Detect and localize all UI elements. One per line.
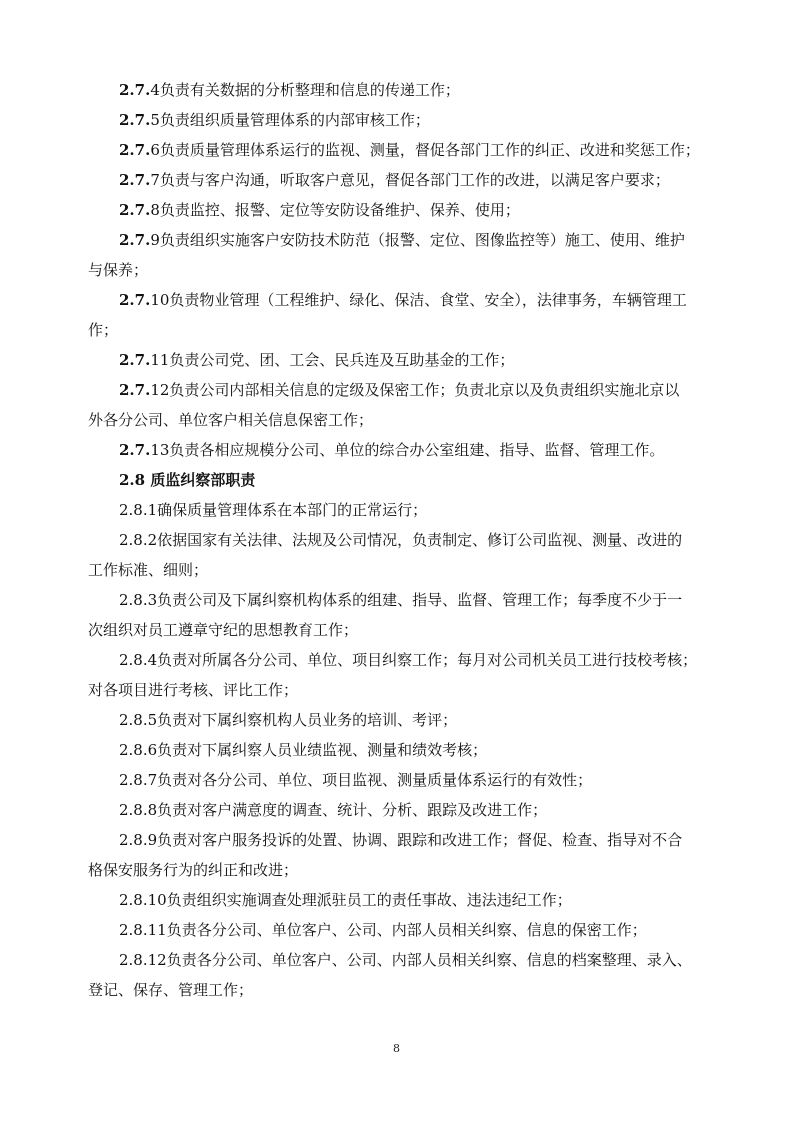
list-item-continuation: 登记、保存、管理工作； xyxy=(88,981,254,999)
list-item xyxy=(119,225,722,255)
item-text: 负责各分公司、单位客户、公司、内部人员相关纠察、信息的档案整理、录入、 xyxy=(166,951,692,969)
item-text: 负责公司党、团、工会、民兵连及互助基金的工作； xyxy=(169,351,515,369)
item-number-tail: 11 xyxy=(150,351,170,369)
item-number: 2.7. xyxy=(119,441,151,459)
list-item xyxy=(119,765,722,795)
list-item-continuation: 作； xyxy=(88,321,119,339)
list-item-continuation: 次组织对员工遵章守纪的思想教育工作； xyxy=(88,621,359,639)
page-body xyxy=(88,75,722,1005)
item-text: 负责对客户满意度的调查、统计、分析、跟踪及改进工作； xyxy=(157,801,548,819)
item-number: 2.8.9 xyxy=(119,831,158,849)
list-item xyxy=(119,885,722,915)
item-number: 2.8.3 xyxy=(119,591,158,609)
item-number: 2.7. xyxy=(119,381,151,399)
list-item xyxy=(119,105,722,135)
item-number: 2.8.7 xyxy=(119,771,158,789)
item-number: 2.7. xyxy=(119,111,151,129)
list-item xyxy=(119,495,722,525)
item-number-tail: 13 xyxy=(150,441,170,459)
list-item xyxy=(119,825,722,855)
list-item xyxy=(119,585,722,615)
item-text: 负责有关数据的分析整理和信息的传递工作； xyxy=(159,81,460,99)
list-item xyxy=(119,375,722,405)
item-number: 2.8.10 xyxy=(119,891,167,909)
item-number: 2.8.4 xyxy=(119,651,158,669)
list-item xyxy=(119,135,722,165)
item-text: 负责对客户服务投诉的处置、协调、跟踪和改进工作；督促、检查、指导对不合 xyxy=(157,831,683,849)
item-text: 负责组织实施客户安防技术防范（报警、定位、图像监控等）施工、使用、维护 xyxy=(159,231,685,249)
item-text: 负责与客户沟通，听取客户意见，督促各部门工作的改进，以满足客户要求； xyxy=(159,171,670,189)
item-number-tail: 7 xyxy=(150,171,160,189)
list-item xyxy=(119,645,722,675)
list-item xyxy=(119,705,722,735)
list-item-continuation: 与保养； xyxy=(88,261,149,279)
list-item xyxy=(119,795,722,825)
item-text: 负责各分公司、单位客户、公司、内部人员相关纠察、信息的保密工作； xyxy=(166,921,647,939)
item-number: 2.8.5 xyxy=(119,711,158,729)
item-number: 2.8.6 xyxy=(119,741,158,759)
item-number: 2.7. xyxy=(119,81,151,99)
item-text: 确保质量管理体系在本部门的正常运行； xyxy=(157,501,428,519)
item-number-tail: 4 xyxy=(150,81,160,99)
list-item-continuation: 格保安服务行为的纠正和改进； xyxy=(88,861,299,879)
list-item-continuation: 对各项目进行考核、评比工作； xyxy=(88,681,299,699)
list-item xyxy=(119,195,722,225)
section-heading: 2.8 质监纠察部职责 xyxy=(119,471,256,489)
item-number: 2.7. xyxy=(119,141,151,159)
item-text: 负责公司内部相关信息的定级及保密工作；负责北京以及负责组织实施北京以 xyxy=(169,381,680,399)
item-number: 2.8.1 xyxy=(119,501,158,519)
item-number-tail: 5 xyxy=(150,111,160,129)
list-item xyxy=(119,435,722,465)
item-number: 2.7. xyxy=(119,201,151,219)
item-text: 负责组织实施调查处理派驻员工的责任事故、违法违纪工作； xyxy=(166,891,572,909)
item-text: 负责对各分公司、单位、项目监视、测量质量体系运行的有效性； xyxy=(157,771,593,789)
item-text: 负责质量管理体系运行的监视、测量，督促各部门工作的纠正、改进和奖惩工作； xyxy=(159,141,700,159)
item-number-tail: 12 xyxy=(150,381,170,399)
item-text: 负责公司及下属纠察机构体系的组建、指导、监督、管理工作；每季度不少于一 xyxy=(157,591,683,609)
item-text: 负责监控、报警、定位等安防设备维护、保养、使用； xyxy=(159,201,520,219)
item-number: 2.8.12 xyxy=(119,951,167,969)
item-text: 负责对下属纠察机构人员业务的培训、考评； xyxy=(157,711,458,729)
item-number-tail: 10 xyxy=(150,291,170,309)
list-item-continuation: 工作标准、细则； xyxy=(88,561,209,579)
item-text: 负责组织质量管理体系的内部审核工作； xyxy=(159,111,430,129)
page-number: 8 xyxy=(393,1042,400,1055)
item-number: 2.7. xyxy=(119,291,151,309)
list-item xyxy=(119,735,722,765)
list-item xyxy=(119,345,722,375)
item-text: 负责各相应规模分公司、单位的综合办公室组建、指导、监督、管理工作。 xyxy=(169,441,665,459)
list-item xyxy=(119,525,722,555)
item-number: 2.7. xyxy=(119,231,151,249)
item-text: 负责对所属各分公司、单位、项目纠察工作；每月对公司机关员工进行技校考核； xyxy=(157,651,698,669)
item-number: 2.8.11 xyxy=(119,921,167,939)
item-number: 2.8.2 xyxy=(119,531,158,549)
item-number: 2.8.8 xyxy=(119,801,158,819)
list-item xyxy=(119,285,722,315)
item-number-tail: 9 xyxy=(150,231,160,249)
list-item-continuation: 外各分公司、单位客户相关信息保密工作； xyxy=(88,411,374,429)
item-text: 依据国家有关法律、法规及公司情况，负责制定、修订公司监视、测量、改进的 xyxy=(157,531,683,549)
list-item xyxy=(119,165,722,195)
item-number-tail: 8 xyxy=(150,201,160,219)
item-text: 负责物业管理（工程维护、绿化、保洁、食堂、安全），法律事务，车辆管理工 xyxy=(169,291,687,309)
list-item xyxy=(119,75,722,105)
list-item xyxy=(119,915,722,945)
list-item xyxy=(119,945,722,975)
item-number-tail: 6 xyxy=(150,141,160,159)
item-number: 2.7. xyxy=(119,351,151,369)
item-text: 负责对下属纠察人员业绩监视、测量和绩效考核； xyxy=(157,741,488,759)
item-number: 2.7. xyxy=(119,171,151,189)
